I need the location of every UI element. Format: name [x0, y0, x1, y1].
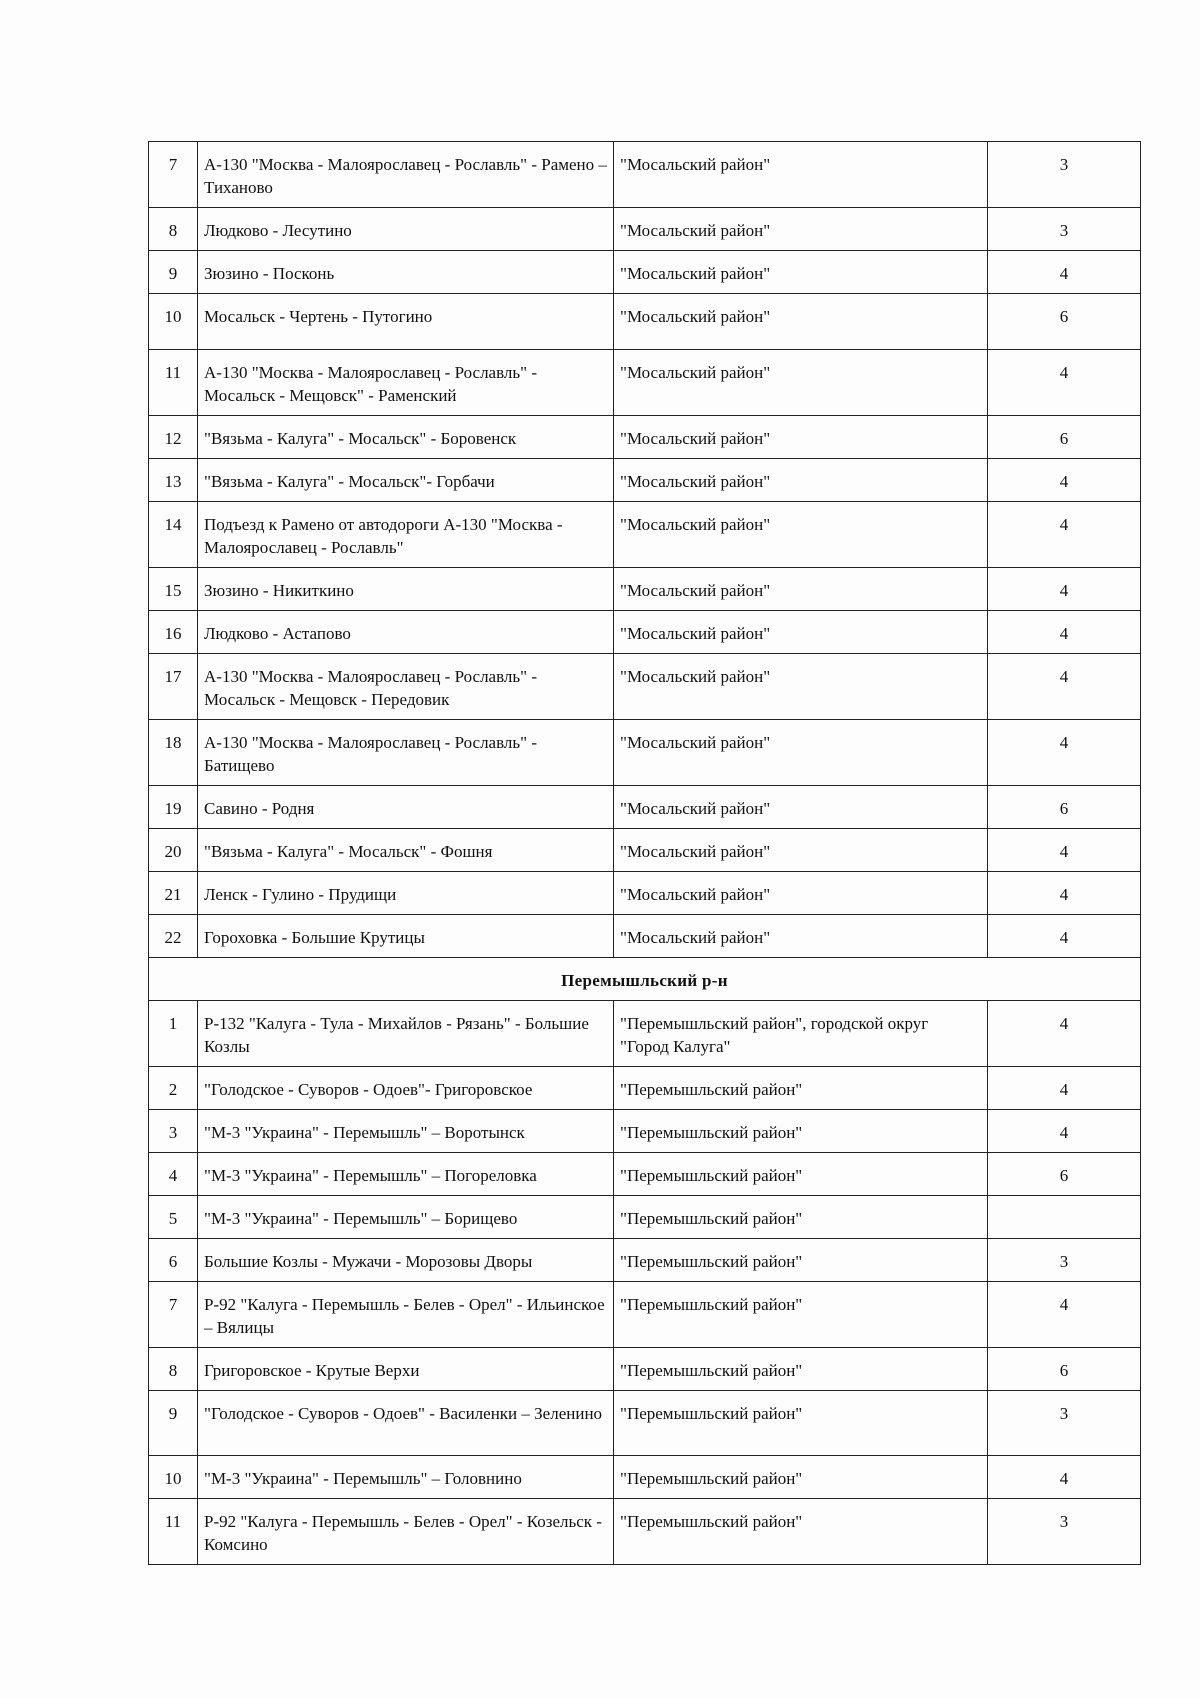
road-owner: "Перемышльский район" [614, 1499, 988, 1565]
road-owner: "Перемышльский район" [614, 1067, 988, 1110]
road-name: А-130 "Москва - Малоярославец - Рославль" - Батищево [198, 720, 614, 786]
table-row [149, 611, 1141, 654]
road-name: "М-3 "Украина" - Перемышль" – Борищево [198, 1196, 614, 1239]
road-name: Мосальск - Чертень - Путогино [198, 294, 614, 350]
road-owner: "Мосальский район" [614, 459, 988, 502]
road-owner: "Мосальский район" [614, 416, 988, 459]
row-number: 8 [149, 1348, 198, 1391]
table-row [149, 1391, 1141, 1456]
road-owner: "Мосальский район" [614, 786, 988, 829]
table-row [149, 1499, 1141, 1565]
row-number: 5 [149, 1196, 198, 1239]
road-owner: "Мосальский район" [614, 611, 988, 654]
road-name: Р-92 "Калуга - Перемышль - Белев - Орел" - Ильинское – Вялицы [198, 1282, 614, 1348]
road-owner: "Перемышльский район" [614, 1196, 988, 1239]
road-name: "Вязьма - Калуга" - Мосальск" - Боровенск [198, 416, 614, 459]
road-name: "М-3 "Украина" - Перемышль" – Погореловка [198, 1153, 614, 1196]
road-owner: "Перемышльский район" [614, 1456, 988, 1499]
road-category: 4 [988, 1282, 1141, 1348]
row-number: 11 [149, 1499, 198, 1565]
road-name: Ленск - Гулино - Прудищи [198, 872, 614, 915]
table-row [149, 459, 1141, 502]
roads-table [148, 141, 1141, 1565]
road-owner: "Перемышльский район", городской округ "Город Калуга" [614, 1001, 988, 1067]
row-number: 7 [149, 142, 198, 208]
road-category: 3 [988, 1499, 1141, 1565]
table-row [149, 568, 1141, 611]
road-category: 4 [988, 654, 1141, 720]
row-number: 8 [149, 208, 198, 251]
row-number: 9 [149, 1391, 198, 1456]
road-name: Зюзино - Посконь [198, 251, 614, 294]
road-name: "Голодское - Суворов - Одоев"- Григоровское [198, 1067, 614, 1110]
table-row [149, 872, 1141, 915]
road-owner: "Перемышльский район" [614, 1348, 988, 1391]
road-owner: "Перемышльский район" [614, 1153, 988, 1196]
road-category: 4 [988, 872, 1141, 915]
row-number: 7 [149, 1282, 198, 1348]
road-category: 4 [988, 350, 1141, 416]
road-category: 4 [988, 611, 1141, 654]
road-owner: "Перемышльский район" [614, 1282, 988, 1348]
road-name: "Вязьма - Калуга" - Мосальск"- Горбачи [198, 459, 614, 502]
row-number: 20 [149, 829, 198, 872]
road-category: 4 [988, 568, 1141, 611]
road-category: 4 [988, 502, 1141, 568]
road-name: "М-3 "Украина" - Перемышль" – Воротынск [198, 1110, 614, 1153]
row-number: 18 [149, 720, 198, 786]
road-category: 6 [988, 1153, 1141, 1196]
road-category: 6 [988, 786, 1141, 829]
row-number: 16 [149, 611, 198, 654]
road-name: А-130 "Москва - Малоярославец - Рославль" - Мосальск - Мещовск" - Раменский [198, 350, 614, 416]
road-owner: "Мосальский район" [614, 872, 988, 915]
row-number: 13 [149, 459, 198, 502]
road-name: "Вязьма - Калуга" - Мосальск" - Фошня [198, 829, 614, 872]
table-row [149, 350, 1141, 416]
row-number: 19 [149, 786, 198, 829]
table-row [149, 1239, 1141, 1282]
road-category: 4 [988, 251, 1141, 294]
road-category: 3 [988, 142, 1141, 208]
road-category: 4 [988, 1456, 1141, 1499]
row-number: 9 [149, 251, 198, 294]
road-owner: "Мосальский район" [614, 654, 988, 720]
table-row [149, 720, 1141, 786]
row-number: 11 [149, 350, 198, 416]
road-category: 3 [988, 1391, 1141, 1456]
row-number: 1 [149, 1001, 198, 1067]
road-owner: "Мосальский район" [614, 829, 988, 872]
table-row [149, 786, 1141, 829]
road-owner: "Мосальский район" [614, 502, 988, 568]
table-row [149, 1348, 1141, 1391]
road-name: Людково - Лесутино [198, 208, 614, 251]
table-row [149, 502, 1141, 568]
row-number: 10 [149, 1456, 198, 1499]
section-header-row [149, 958, 1141, 1001]
table-row [149, 1282, 1141, 1348]
road-category: 3 [988, 1239, 1141, 1282]
road-category: 6 [988, 294, 1141, 350]
road-owner: "Перемышльский район" [614, 1239, 988, 1282]
table-row [149, 208, 1141, 251]
row-number: 22 [149, 915, 198, 958]
road-owner: "Перемышльский район" [614, 1391, 988, 1456]
road-owner: "Мосальский район" [614, 294, 988, 350]
road-name: Людково - Астапово [198, 611, 614, 654]
road-name: Гороховка - Большие Крутицы [198, 915, 614, 958]
row-number: 12 [149, 416, 198, 459]
road-category: 6 [988, 416, 1141, 459]
table-row [149, 1110, 1141, 1153]
road-owner: "Мосальский район" [614, 350, 988, 416]
road-name: Подъезд к Рамено от автодороги А-130 "Москва - Малоярославец - Рославль" [198, 502, 614, 568]
road-category: 4 [988, 1110, 1141, 1153]
table-row [149, 829, 1141, 872]
road-owner: "Перемышльский район" [614, 1110, 988, 1153]
road-name: Большие Козлы - Мужачи - Морозовы Дворы [198, 1239, 614, 1282]
road-owner: "Мосальский район" [614, 915, 988, 958]
table-row [149, 294, 1141, 350]
road-category: 4 [988, 829, 1141, 872]
row-number: 21 [149, 872, 198, 915]
road-name: А-130 "Москва - Малоярославец - Рославль" - Мосальск - Мещовск - Передовик [198, 654, 614, 720]
road-owner: "Мосальский район" [614, 720, 988, 786]
road-category: 4 [988, 1067, 1141, 1110]
table-row [149, 915, 1141, 958]
row-number: 10 [149, 294, 198, 350]
row-number: 4 [149, 1153, 198, 1196]
row-number: 3 [149, 1110, 198, 1153]
table-row [149, 1153, 1141, 1196]
road-name: Р-92 "Калуга - Перемышль - Белев - Орел" - Козельск - Комсино [198, 1499, 614, 1565]
road-owner: "Мосальский район" [614, 251, 988, 294]
table-row [149, 1001, 1141, 1067]
table-row [149, 1456, 1141, 1499]
row-number: 14 [149, 502, 198, 568]
road-name: Савино - Родня [198, 786, 614, 829]
road-category: 4 [988, 915, 1141, 958]
row-number: 15 [149, 568, 198, 611]
road-name: "Голодское - Суворов - Одоев" - Василенки – Зеленино [198, 1391, 614, 1456]
road-owner: "Мосальский район" [614, 142, 988, 208]
road-category: 6 [988, 1348, 1141, 1391]
section-title: Перемышльский р-н [149, 958, 1141, 1001]
road-category: 4 [988, 459, 1141, 502]
road-name: А-130 "Москва - Малоярославец - Рославль" - Рамено – Тиханово [198, 142, 614, 208]
road-owner: "Мосальский район" [614, 208, 988, 251]
row-number: 2 [149, 1067, 198, 1110]
table-row [149, 1067, 1141, 1110]
table-row [149, 654, 1141, 720]
table-row [149, 251, 1141, 294]
row-number: 17 [149, 654, 198, 720]
road-category: 4 [988, 1001, 1141, 1067]
table-row [149, 416, 1141, 459]
road-category: 4 [988, 720, 1141, 786]
road-name: Зюзино - Никиткино [198, 568, 614, 611]
road-name: "М-3 "Украина" - Перемышль" – Головнино [198, 1456, 614, 1499]
table-row [149, 1196, 1141, 1239]
road-name: Р-132 "Калуга - Тула - Михайлов - Рязань" - Большие Козлы [198, 1001, 614, 1067]
road-owner: "Мосальский район" [614, 568, 988, 611]
road-name: Григоровское - Крутые Верхи [198, 1348, 614, 1391]
row-number: 6 [149, 1239, 198, 1282]
road-category [988, 1196, 1141, 1239]
road-category: 3 [988, 208, 1141, 251]
table-row [149, 142, 1141, 208]
